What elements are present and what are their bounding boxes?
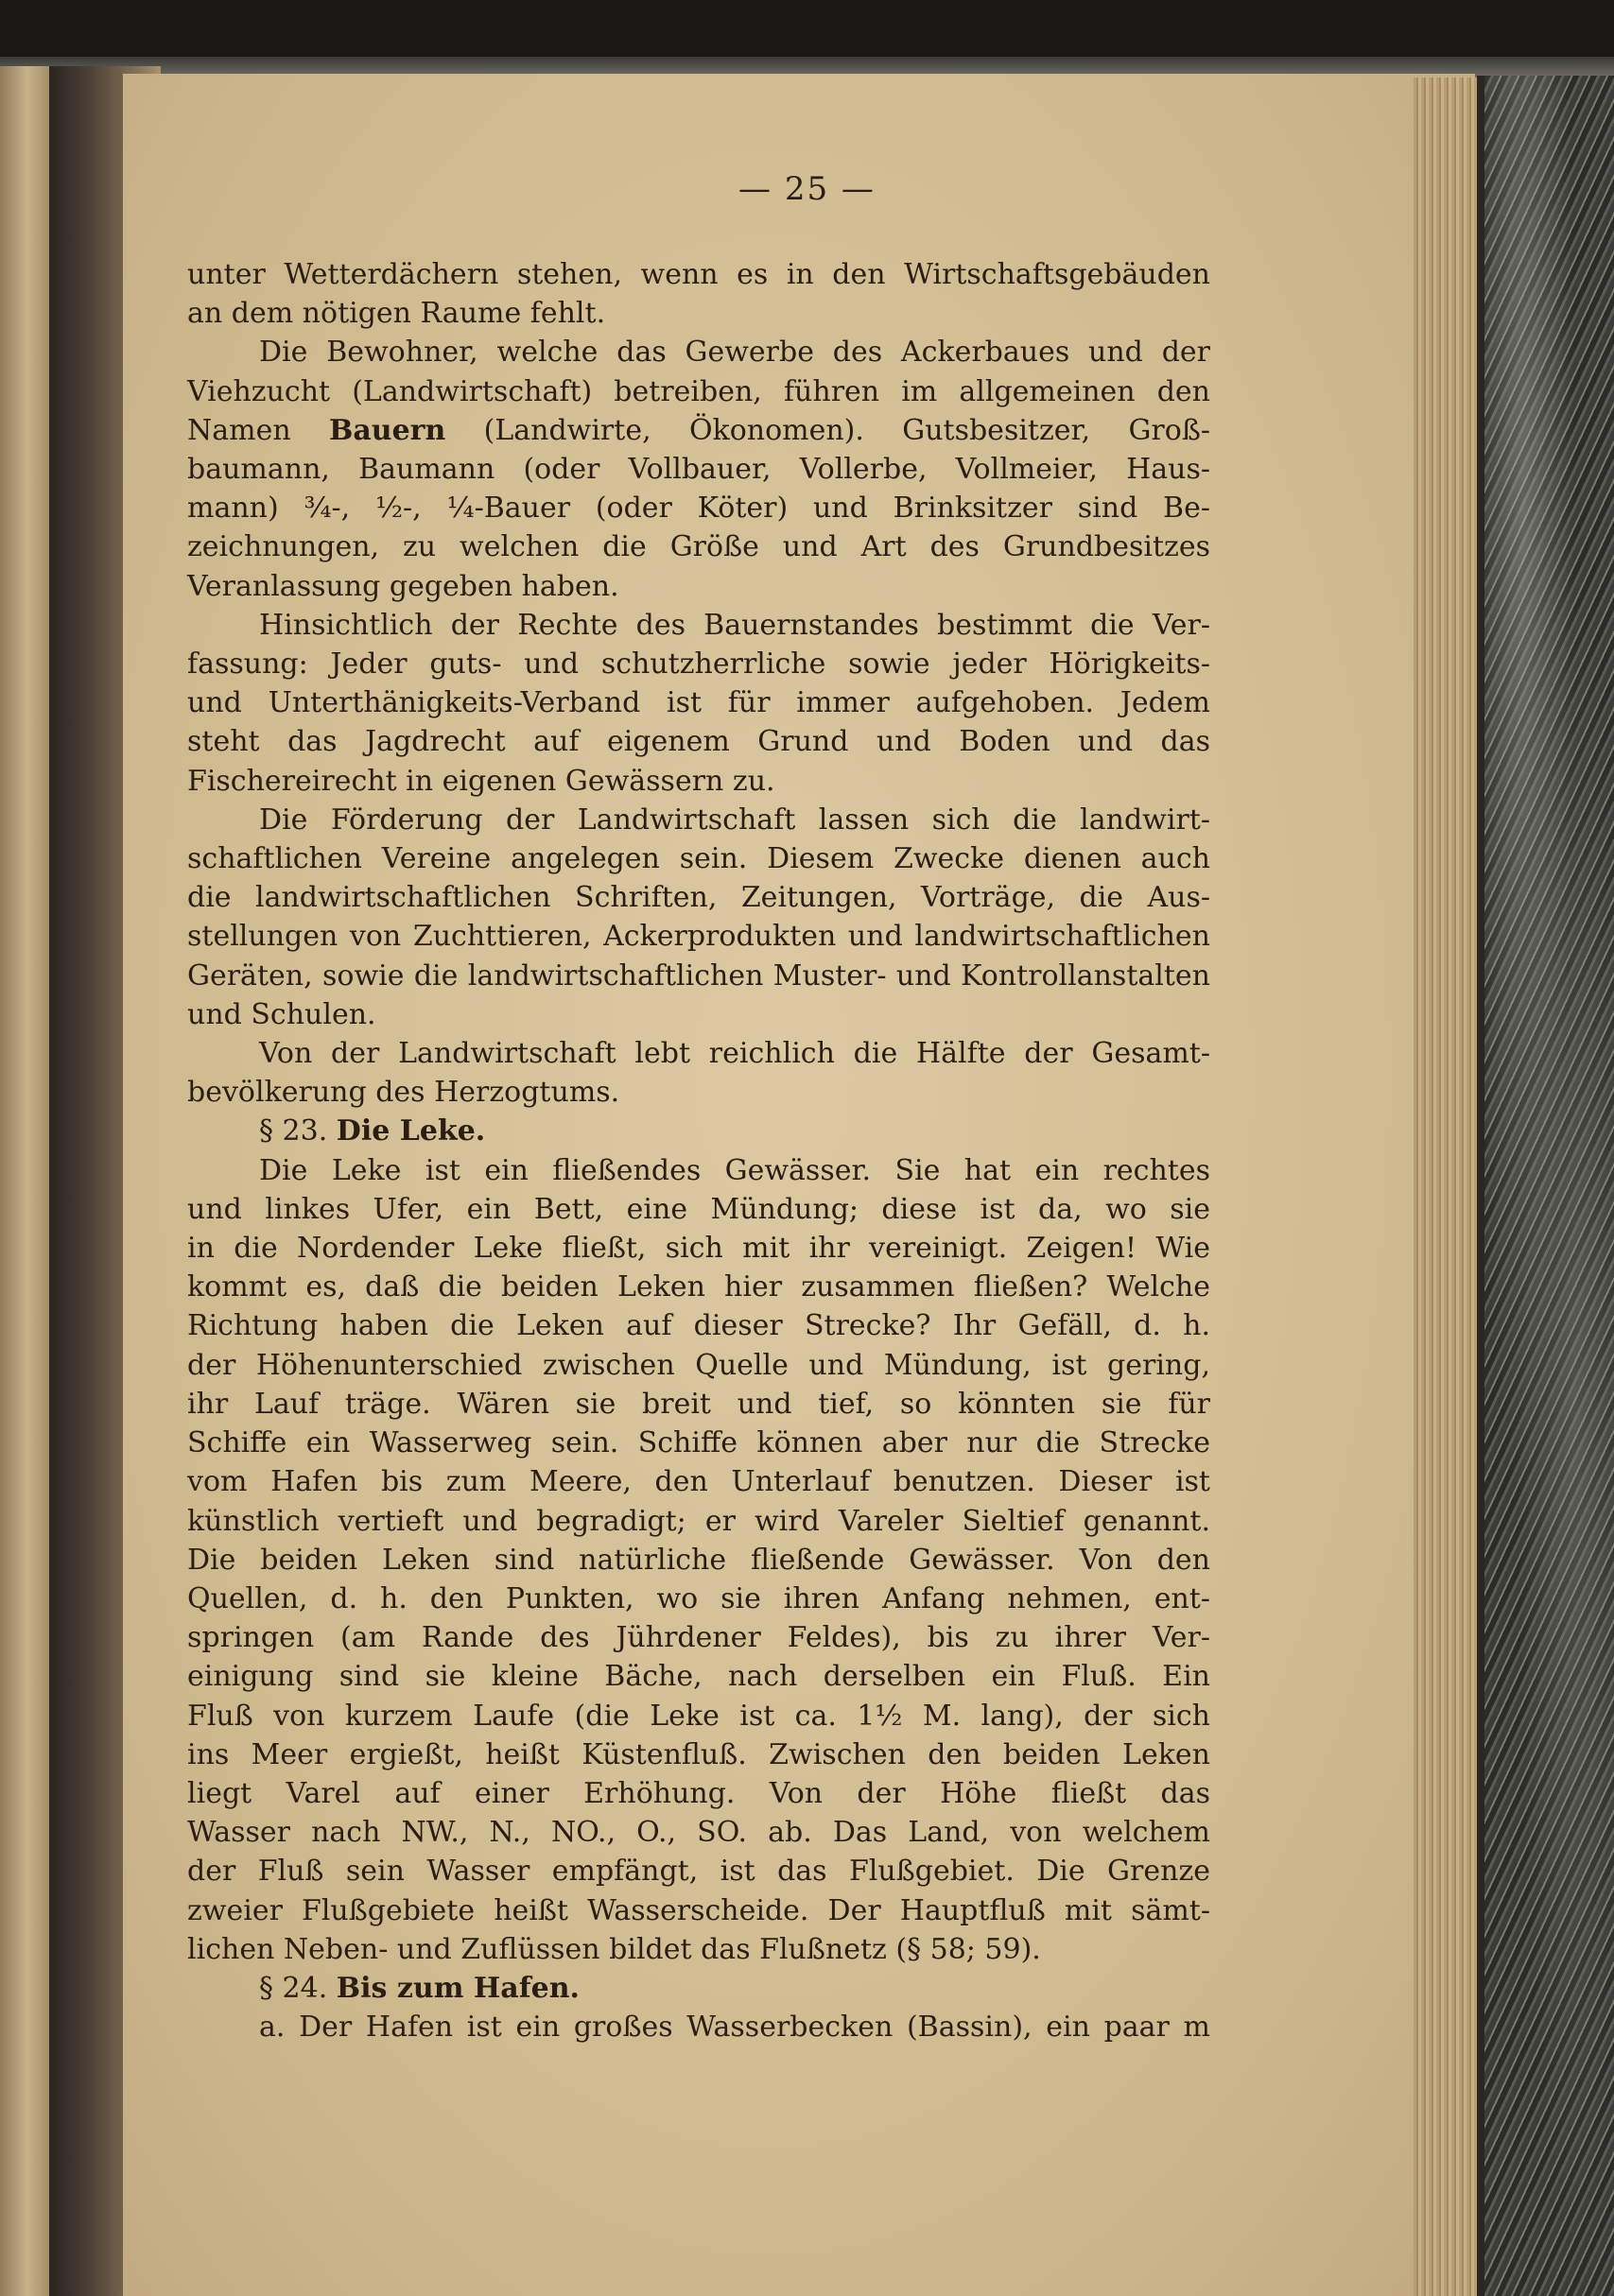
line-text: fassung: Jeder guts- und schutzherrliche sowie jeder Hörigkeits- xyxy=(187,647,1210,682)
line-text: zeichnungen, zu welchen die Größe und Art des Grundbesitzes xyxy=(187,530,1210,564)
text-line xyxy=(187,1346,1210,1385)
text-line xyxy=(187,1852,1210,1890)
text-line xyxy=(187,762,1210,801)
text-line xyxy=(187,917,1210,956)
text-line xyxy=(187,1034,1210,1073)
text-line xyxy=(187,372,1210,411)
line-text: Die beiden Leken sind natürliche fließende Gewässer. Von den xyxy=(187,1543,1210,1577)
line-text: kommt es, daß die beiden Leken hier zusammen fließen? Welche xyxy=(187,1270,1210,1304)
text-line xyxy=(187,995,1210,1034)
text-line xyxy=(187,333,1210,371)
section-heading xyxy=(187,1969,1210,2008)
line-text: Die Bewohner, welche das Gewerbe des Ackerbaues und der xyxy=(259,336,1210,370)
text-line xyxy=(187,1306,1210,1345)
line-text: lichen Neben- und Zuflüssen bildet das Flußnetz (§ 58; 59). xyxy=(187,1932,1041,1966)
text-line xyxy=(187,1385,1210,1424)
line-text: mann) ¾-, ½-, ¼-Bauer (oder Köter) und Brinksitzer sind Be- xyxy=(187,492,1210,526)
text-line xyxy=(187,450,1210,489)
text-line xyxy=(187,1462,1210,1501)
text-line xyxy=(187,1190,1210,1229)
line-text: stellungen von Zuchttieren, Ackerprodukten und landwirtschaftlichen xyxy=(187,920,1210,954)
line-text: ins Meer ergießt, heißt Küstenfluß. Zwischen den beiden Leken xyxy=(187,1737,1210,1771)
text-line xyxy=(187,1891,1210,1930)
text-line xyxy=(187,2008,1210,2046)
line-text: die landwirtschaftlichen Schriften, Zeitungen, Vorträge, die Aus- xyxy=(187,881,1210,915)
text-line xyxy=(187,1502,1210,1541)
line-text: Die Leke ist ein fließendes Gewässer. Sie hat ein rechtes xyxy=(259,1153,1210,1187)
line-text: und Schulen. xyxy=(187,997,376,1031)
bold-term: Bis zum Hafen. xyxy=(336,1971,580,2005)
line-prefix: Namen xyxy=(187,413,329,447)
text-line xyxy=(187,1735,1210,1774)
line-text: und linkes Ufer, ein Bett, eine Mündung; diese ist da, wo sie xyxy=(187,1192,1210,1226)
text-line xyxy=(187,645,1210,683)
text-line xyxy=(187,294,1210,333)
line-text: der Höhenunterschied zwischen Quelle und Mündung, ist gering, xyxy=(187,1348,1210,1382)
text-line xyxy=(187,1424,1210,1462)
text-line xyxy=(187,606,1210,645)
line-text: bevölkerung des Herzogtums. xyxy=(187,1076,620,1110)
text-line xyxy=(187,1697,1210,1735)
bold-term: Die Leke. xyxy=(336,1114,486,1148)
line-prefix: § 23. xyxy=(259,1114,337,1148)
line-text: a. Der Hafen ist ein großes Wasserbecken (Bassin), ein paar m xyxy=(259,2011,1210,2045)
line-text: Hinsichtlich der Rechte des Bauernstandes bestimmt die Ver- xyxy=(259,608,1210,642)
line-text: Geräten, sowie die landwirtschaftlichen Muster- und Kontrollanstalten xyxy=(187,958,1210,993)
text-line xyxy=(187,1580,1210,1618)
line-text: zweier Flußgebiete heißt Wasserscheide. Der Hauptfluß mit sämt- xyxy=(187,1893,1210,1927)
line-text: ihr Lauf träge. Wären sie breit und tief, so könnten sie für xyxy=(187,1387,1210,1421)
page-stack-edge xyxy=(1414,78,1484,2296)
text-line xyxy=(187,1930,1210,1969)
text-line xyxy=(187,1268,1210,1306)
line-text: Richtung haben die Leken auf dieser Strecke? Ihr Gefäll, d. h. xyxy=(187,1309,1210,1343)
text-line xyxy=(187,957,1210,995)
line-prefix: § 24. xyxy=(259,1971,337,2005)
text-line xyxy=(187,878,1210,917)
line-text: einigung sind sie kleine Bäche, nach derselben ein Fluß. Ein xyxy=(187,1660,1210,1694)
line-text: in die Nordender Leke fließt, sich mit ihr vereinigt. Zeigen! Wie xyxy=(187,1232,1210,1266)
text-line xyxy=(187,801,1210,839)
line-text: Veranlassung gegeben haben. xyxy=(187,569,619,603)
line-text: Viehzucht (Landwirtschaft) betreiben, führen im allgemeinen den xyxy=(187,374,1210,408)
text-line xyxy=(187,1151,1210,1190)
text-line xyxy=(187,1541,1210,1580)
line-text: Fischereirecht in eigenen Gewässern zu. xyxy=(187,764,775,798)
line-text: Die Förderung der Landwirtschaft lassen sich die landwirt- xyxy=(259,803,1210,837)
line-text: baumann, Baumann (oder Vollbauer, Vollerbe, Vollmeier, Haus- xyxy=(187,453,1210,487)
text-line xyxy=(187,1813,1210,1852)
previous-page-edge xyxy=(0,66,49,2296)
line-text: springen (am Rande des Jührdener Feldes), bis zu ihrer Ver- xyxy=(187,1621,1210,1655)
line-text: Fluß von kurzem Laufe (die Leke ist ca. 1½ M. lang), der sich xyxy=(187,1699,1210,1733)
line-text: Schiffe ein Wasserweg sein. Schiffe können aber nur die Strecke xyxy=(187,1426,1210,1460)
page-text xyxy=(187,255,1210,2046)
text-line xyxy=(187,1618,1210,1657)
text-line xyxy=(187,567,1210,606)
text-line xyxy=(187,839,1210,878)
text-line xyxy=(187,1073,1210,1112)
section-heading xyxy=(187,1112,1210,1150)
line-text: künstlich vertieft und begradigt; er wird Vareler Sieltief genannt. xyxy=(187,1504,1210,1538)
text-line xyxy=(187,1774,1210,1813)
line-text: unter Wetterdächern stehen, wenn es in den Wirtschaftsgebäuden xyxy=(187,258,1210,291)
line-text: Von der Landwirtschaft lebt reichlich die Hälfte der Gesamt- xyxy=(259,1037,1210,1071)
text-line xyxy=(187,527,1210,566)
line-text: steht das Jagdrecht auf eigenem Grund und Boden und das xyxy=(187,725,1210,759)
bold-term: Bauern xyxy=(328,413,446,447)
text-line xyxy=(187,1657,1210,1696)
text-line xyxy=(187,489,1210,527)
line-text: vom Hafen bis zum Meere, den Unterlauf benutzen. Dieser ist xyxy=(187,1465,1210,1499)
line-text: der Fluß sein Wasser empfängt, ist das Flußgebiet. Die Grenze xyxy=(187,1855,1210,1889)
text-line xyxy=(187,411,1210,450)
line-text: Quellen, d. h. den Punkten, wo sie ihren Anfang nehmen, ent- xyxy=(187,1581,1210,1615)
line-text: und Unterthänigkeits-Verband ist für immer aufgehoben. Jedem xyxy=(187,686,1210,720)
text-line xyxy=(187,255,1210,294)
line-text: an dem nötigen Raume fehlt. xyxy=(187,297,606,331)
line-text: Wasser nach NW., N., NO., O., SO. ab. Das Land, von welchem xyxy=(187,1816,1210,1850)
text-line xyxy=(187,1229,1210,1268)
line-text: (Landwirte, Ökonomen). Gutsbesitzer, Groß- xyxy=(445,413,1210,447)
text-line xyxy=(187,683,1210,722)
marbled-cover xyxy=(1484,76,1614,2296)
line-text: schaftlichen Vereine angelegen sein. Diesem Zwecke dienen auch xyxy=(187,842,1210,876)
text-line xyxy=(187,722,1210,761)
page-number: — 25 — xyxy=(738,170,876,208)
line-text: liegt Varel auf einer Erhöhung. Von der Höhe fließt das xyxy=(187,1776,1210,1810)
